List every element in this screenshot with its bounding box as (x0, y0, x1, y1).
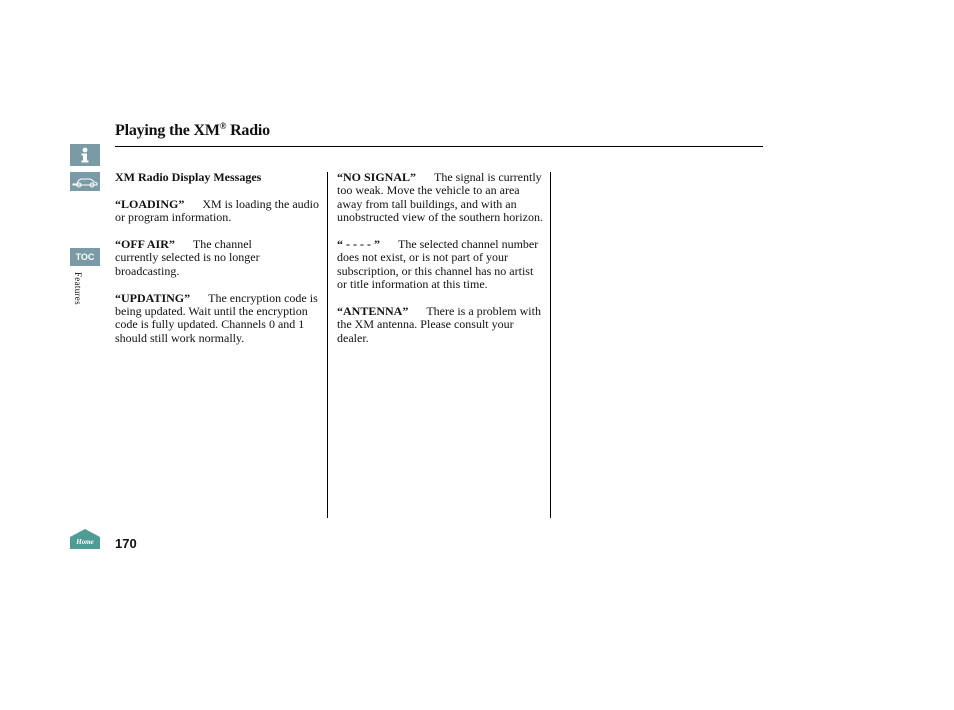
car-icon[interactable] (70, 172, 100, 191)
svg-text:Home: Home (76, 538, 94, 546)
title-rule (115, 146, 763, 147)
column-right (337, 171, 545, 359)
column-divider (327, 172, 328, 518)
page-title: Playing the XM® Radio (115, 121, 270, 139)
section-tab-label: Features (73, 272, 83, 305)
home-icon[interactable] (70, 529, 100, 549)
section-heading: XM Radio Display Messages (115, 170, 262, 184)
message-loading: “LOADING” XM is loading the audio or program information. (115, 196, 319, 225)
info-icon[interactable] (70, 144, 100, 166)
message-no-signal: “NO SIGNAL” The signal is currently too weak. Move the vehicle to an area away from tall buildings, and with an unobstructed view of the southern horizon. (337, 170, 543, 225)
page-number: 170 (115, 536, 137, 551)
column-divider (550, 172, 551, 518)
toc-button[interactable]: TOC (70, 248, 100, 266)
message-no-channel: “ - - - - ” The selected channel number does not exist, or is not part of your subscription, or this channel has no artist or title information at this time. (337, 237, 539, 292)
message-updating: “UPDATING” The encryption code is being updated. Wait until the encryption code is fully updated. Channels 0 and 1 should still work normally. (115, 290, 318, 345)
message-off-air: “OFF AIR” The channel currently selected is no longer broadcasting. (115, 237, 260, 278)
message-antenna: “ANTENNA” There is a problem with the XM antenna. Please consult your dealer. (337, 304, 541, 345)
column-left (115, 171, 321, 359)
